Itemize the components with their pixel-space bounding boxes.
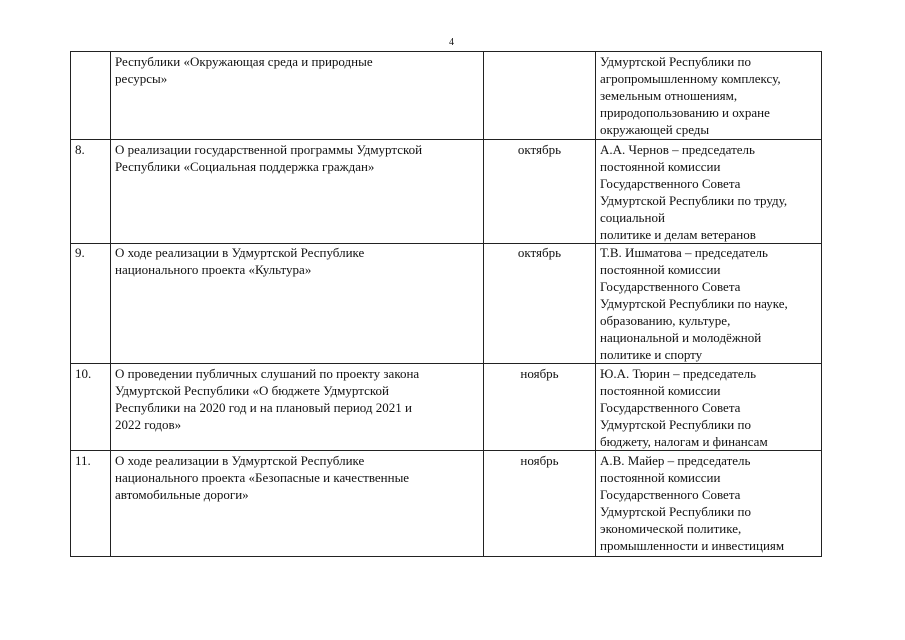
- responsible-line: бюджету, налогам и финансам: [600, 434, 768, 449]
- event-title-line: Удмуртской Республики «О бюджете Удмуртской: [115, 383, 389, 398]
- event-date: ноябрь: [484, 451, 596, 557]
- responsible-line: Удмуртской Республики по науке,: [600, 296, 788, 311]
- event-title-line: О ходе реализации в Удмуртской Республике: [115, 453, 365, 468]
- responsible-line: Удмуртской Республики по труду,: [600, 193, 788, 208]
- event-title-line: 2022 годов»: [115, 417, 182, 432]
- responsible-line: земельным отношениям,: [600, 88, 738, 103]
- event-title-line: Республики «Социальная поддержка граждан»: [115, 159, 375, 174]
- event-title-line: ресурсы»: [115, 71, 168, 86]
- row-number: 8.: [71, 140, 111, 244]
- row-number: 9.: [71, 244, 111, 364]
- responsible-line: природопользованию и охране: [600, 105, 770, 120]
- event-title-line: Республики «Окружающая среда и природные: [115, 54, 373, 69]
- responsible-line: А.А. Чернов – председатель: [600, 142, 755, 157]
- responsible-line: промышленности и инвестициям: [600, 538, 785, 553]
- event-title-line: О реализации государственной программы Удмуртской: [115, 142, 423, 157]
- responsible-line: постоянной комиссии: [600, 262, 721, 277]
- responsible-person: [596, 451, 822, 557]
- responsible-person: [596, 52, 822, 140]
- responsible-person: [596, 244, 822, 364]
- responsible-line: Государственного Совета: [600, 400, 741, 415]
- responsible-line: социальной: [600, 210, 665, 225]
- event-title-line: О проведении публичных слушаний по проекту закона: [115, 366, 420, 381]
- responsible-line: окружающей среды: [600, 122, 710, 137]
- event-title-line: Республики на 2020 год и на плановый период 2021 и: [115, 400, 413, 415]
- event-title-line: национального проекта «Безопасные и качественные: [115, 470, 410, 485]
- responsible-line: постоянной комиссии: [600, 383, 721, 398]
- event-title-line: автомобильные дороги»: [115, 487, 249, 502]
- responsible-line: национальной и молодёжной: [600, 330, 762, 345]
- page-number: 4: [449, 37, 454, 48]
- responsible-line: Государственного Совета: [600, 176, 741, 191]
- event-title-line: национального проекта «Культура»: [115, 262, 312, 277]
- responsible-line: постоянной комиссии: [600, 159, 721, 174]
- row-number: [71, 52, 111, 140]
- event-date: октябрь: [484, 244, 596, 364]
- event-title-line: О ходе реализации в Удмуртской Республике: [115, 245, 365, 260]
- responsible-line: Ю.А. Тюрин – председатель: [600, 366, 757, 381]
- table-row: [71, 451, 822, 557]
- responsible-line: агропромышленному комплексу,: [600, 71, 781, 86]
- responsible-person: [596, 364, 822, 451]
- responsible-line: Государственного Совета: [600, 279, 741, 294]
- responsible-line: Удмуртской Республики по: [600, 504, 751, 519]
- table-row: [71, 140, 822, 244]
- responsible-line: образованию, культуре,: [600, 313, 731, 328]
- responsible-line: политике и делам ветеранов: [600, 227, 756, 242]
- responsible-line: постоянной комиссии: [600, 470, 721, 485]
- responsible-line: экономической политике,: [600, 521, 742, 536]
- responsible-line: Государственного Совета: [600, 487, 741, 502]
- event-date: октябрь: [484, 140, 596, 244]
- responsible-line: Т.В. Ишматова – председатель: [600, 245, 768, 260]
- event-date: ноябрь: [484, 364, 596, 451]
- table-row: [71, 52, 822, 140]
- event-title: [111, 244, 484, 364]
- responsible-line: А.В. Майер – председатель: [600, 453, 751, 468]
- responsible-person: [596, 140, 822, 244]
- responsible-line: Удмуртской Республики по: [600, 54, 751, 69]
- plan-table: [70, 51, 822, 557]
- event-title: [111, 140, 484, 244]
- responsible-line: политике и спорту: [600, 347, 703, 362]
- row-number: 10.: [71, 364, 111, 451]
- event-title: [111, 364, 484, 451]
- event-title: [111, 451, 484, 557]
- event-date: [484, 52, 596, 140]
- table-row: [71, 364, 822, 451]
- row-number: 11.: [71, 451, 111, 557]
- event-title: [111, 52, 484, 140]
- responsible-line: Удмуртской Республики по: [600, 417, 751, 432]
- table-row: [71, 244, 822, 364]
